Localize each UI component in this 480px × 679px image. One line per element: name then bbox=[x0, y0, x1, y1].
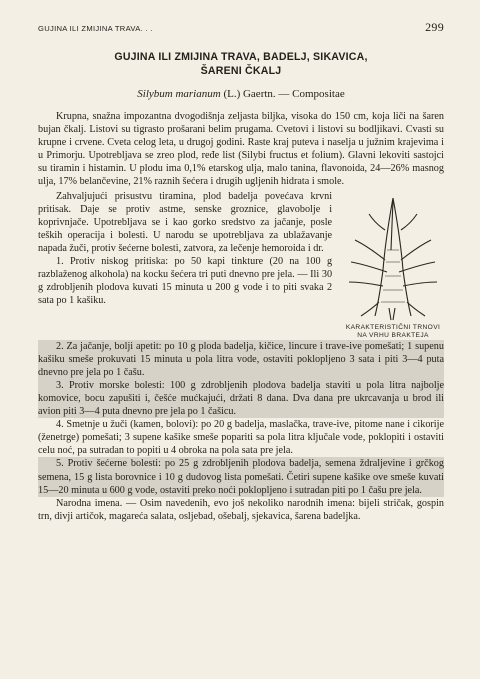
running-head-text: GUJINA ILI ZMIJINA TRAVA. . . bbox=[38, 24, 153, 33]
title-line-1: GUJINA ILI ZMIJINA TRAVA, BADELJ, SIKAVICA, bbox=[114, 51, 368, 63]
running-head bbox=[38, 20, 444, 35]
remedy-item-4: 4. Smetnje u žuči (kamen, bolovi): po 20 g badelja, maslačka, trave-ive, pitome nane i cikorije (ženetrge) pomešati; 3 supene kašike smeše popariti sa pola litra ključale vode, poklopiti i ostaviti celu noć, pa sutradan to popiti u 4 obroka na pola sata pre jela. bbox=[38, 419, 444, 457]
remedy-item-1: 1. Protiv niskog pritiska: po 50 kapi tinkture (20 na 100 g razblaženog alkohola) na kocku šećera tri puti dnevno pre jela. — Ili 30 g zdrobljenih plodova kuvati 15 minuta u 200 g vode i to piti svaka 2 sata po 1 kašiku. bbox=[38, 256, 333, 307]
title-line-2: ŠARENI ČKALJ bbox=[200, 64, 282, 77]
latin-name: Silybum marianum bbox=[137, 88, 221, 100]
description-paragraph: Krupna, snažna impozantna dvogodišnja zeljasta biljka, visoka do 150 cm, koja liči na šaren bujan čkalj. Listovi su tigrasto prošarani belim prugama. Cvetovi i listovi su bodljikavi. Cvasti su krupne i crvene. Cveta celog leta, u drugoj godini. Raste kraj puteva i naselja u južnim krajevima i u Primorju. Upotrebljava se zreo plod, ređe list (Silybi fructus et folium). Glavni lekoviti sastojci su tiramin i histamin. U plodu ima 0,1% etarskog ulja, malo tanina, flavonoida, 24—26% masnog ulja, 17% belančevine, 21% raznih šećera i drugih ugljenih hidrata i smole. bbox=[38, 111, 444, 188]
usage-paragraph: Zahvaljujući prisustvu tiramina, plod badelja povećava krvni pritisak. Daje se protiv astme, senske groznice, glavobolje i koprivnjače. Upotrebljava se i kao gorko sredstvo za jačanje, posle teških operacija i bolesti. U narodu se upotrebljava za ublažavanje napada žuči, protiv šećerne bolesti, zatvora, za lečenje hemoroida i dr. bbox=[38, 190, 333, 254]
page-number: 299 bbox=[425, 20, 444, 34]
folk-names-paragraph: Narodna imena. — Osim navedenih, evo još nekoliko narodnih imena: bijeli stričak, gospin trn, divji artičok, magareća salata, osljebad, ošebalj, sjekavica, šarena badeljka. bbox=[38, 497, 444, 522]
usage-section bbox=[38, 190, 444, 340]
remedy-item-3: 3. Protiv morske bolesti: 100 g zdrobljenih plodova badelja staviti u pola litra najbolje komovice, bocu zapušiti i, češće mućkajući, držati 8 dana. Dva dana pre ukrcavanja u brod ili avion piti 3—4 puta dnevno pre jela po 1 čašicu. bbox=[38, 379, 444, 418]
author-family: (L.) Gaertn. — Compositae bbox=[223, 88, 345, 100]
article-title bbox=[38, 51, 444, 78]
remedy-item-2: 2. Za jačanje, bolji apetit: po 10 g ploda badelja, kičice, lincure i trave-ive pomešati; 1 supenu kašiku smeše prokuvati 15 minuta u pola litra vode, ostaviti poklopljeno 3 sata i piti 3—4 puta dnevno pre jela po 1 čašu. bbox=[38, 340, 444, 378]
thorn-illustration bbox=[345, 190, 441, 322]
illustration-caption: KARAKTERISTIČNI TRNOVI NA VRHU BRAKTEJA bbox=[345, 323, 441, 339]
botanical-name bbox=[38, 88, 444, 100]
illustration-block bbox=[342, 190, 444, 340]
remedy-item-5: 5. Protiv šećerne bolesti: po 25 g zdrobljenih plodova badelja, semena ždraljevine i grčkog semena, 15 g lista borovnice i 10 g dudovog lista pomešati. Četiri supene kašike ove smeše kuvati 15—20 minuta u 600 g vode, ostaviti preko noći poklopljeno i sutradan piti po 1 čašu pre jela. bbox=[38, 458, 444, 496]
usage-text bbox=[38, 190, 332, 340]
